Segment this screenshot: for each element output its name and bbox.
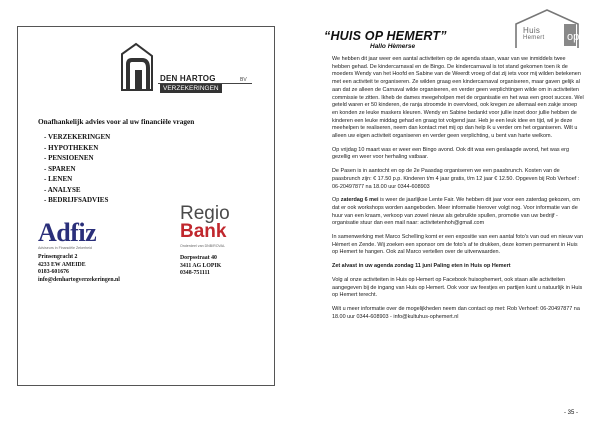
company-name: DEN HARTOG [160, 74, 216, 83]
den-hartog-house-logo-icon [118, 42, 156, 92]
address-line: 3411 AG LOPIK [180, 262, 222, 269]
page-number: - 35 - [564, 410, 579, 416]
logo-line2: Hemert [523, 34, 545, 41]
address-line: 0348-751111 [180, 270, 210, 277]
article-title: “HUIS OP HEMERT” [324, 29, 447, 43]
address-line: 0183-601676 [38, 269, 69, 276]
regio-tagline: Onderdeel van DNB/ROVAL [180, 244, 226, 248]
address-line: Dorpsstraat 40 [180, 255, 217, 261]
paragraph: In samenwerking met Marco Schelling komt er een expositie van een aantal foto's van oud en nieuw van Hèmert en Zende. Wij zoeken een sponsor om de foto's af te drukken, deze komen permanent in Huis op Hemert te hangen. Ook zal Marco vertellen over de uitverwaarden. [332, 234, 584, 256]
service-item: - ANALYSE [44, 185, 81, 194]
paragraph: Op vrijdag 10 maart was er weer een Bingo avond. Ook dit was een geslaagde avond, het was erg gezellig en weer voor herhaling vatbaar. [332, 146, 569, 161]
services-list [44, 132, 110, 206]
logo-line1: Huis [523, 26, 541, 35]
paragraph [332, 197, 584, 228]
address-email: info@denhartogverzekeringen.nl [38, 276, 120, 283]
adfiz-tagline: Adviseurs in Financiële Zekerheid [38, 246, 92, 250]
service-item: - PENSIOENEN [44, 154, 94, 162]
paragraph: We hebben dit jaar weer een aantal activiteiten op de agenda staan, waar van we inmiddels twee hebben gehad. De kindercarnaval en de Bingo. De kindercarnaval is tot stand gekomen toen ik de moeders Wendy van het Hoofd en Sabine van de Weerdt vroeg of dat zij iets voor mij wilden betekenen met een activiteit te organiseren. Ze wilden graag een kindercarnaval organiseren, maar gaven gelijk al aan dat ze alleen de Carnaval wilde organiseren, en verder geen verplichtingen wilde om in activiteiten commissie te zitten. Ikheb de dames meegeholpen met de organisatie en het was een groot succes. Wel geteld waren er 50 kinderen, de ranja stroomde in overvloed, ook kregen ze allemaal een zakje snoep en konden ze leuke maskers kleuren. Wendy en Sabine bedankt voor jullie inzet door jullie hebben de kinderen een leuke middag gehad en graag tot volgend jaar. Heb je een leuk idee en tijd, wil je deze meehelpen te realiseren, neem dan kontact met mij op dan help ik u verder om het organiseren. Wilt u alleen uw eigen activiteit organiseren en verder geen verplichting, u bent van harte welkom. [332, 56, 584, 140]
service-item: - BEDRIJFSADVIES [44, 196, 109, 204]
adfiz-logo: Adfiz [38, 218, 97, 247]
paragraph-text: is weer de jaarlijkse Lente Fair. We hebben dit jaar voor een zaterdag gekozen, om dat er ook workshops worden aangeboden. Meer informatie hierover volgt nog. Voor informatie van de huur van een kraam, verkoop van zowel nieuw als gebruikte spullen, promotie van uw bedrijf - organisatie stuur dan een mail naar: activitetenhoh@gmail.com [332, 197, 580, 227]
paragraph-highlight: Zet alvast in uw agenda zondag 11 juni Paling eten in Huis op Hemert [332, 263, 511, 270]
company-subtitle: VERZEKERINGEN [160, 84, 222, 93]
paragraph: Wilt u meer informatie over de mogelijkheden neem dan contact op met: Rob Verhoef: 06-20497877 na 18.00 uur 0344-608903 - info@kultuhus-ophemert.nl [332, 305, 580, 320]
ad-intro-text: Onafhankelijk advies voor al uw financiële vragen [38, 117, 195, 126]
article-body [332, 56, 584, 327]
logo-suffix: op [567, 31, 580, 43]
adfiz-address [38, 254, 120, 284]
service-item: - VERZEKERINGEN [44, 133, 111, 141]
regio-address [180, 255, 221, 278]
huis-op-hemert-logo-text [523, 27, 544, 42]
company-suffix: BV [240, 77, 247, 83]
paragraph: Volg al onze activiteiten in Huis op Hemert op Facebook huisophemert, ook staan alle activiteiten aangegeven bij de ingang van Huis op Hemert. Ook voor uw feestjes en partijen kunt u natuurlijk in Huis op Hemert terecht. [332, 276, 583, 299]
address-line: 4233 EW AMEIDE [38, 261, 86, 268]
service-item: - HYPOTHEKEN [44, 143, 99, 152]
paragraph-text: Op [332, 197, 341, 204]
address-line: Prinsengracht 2 [38, 254, 78, 260]
regio-logo-line2: Bank [180, 221, 227, 242]
paragraph-bold-date: zaterdag 6 mei [340, 197, 379, 204]
regio-logo-line1: Regio [180, 203, 230, 224]
service-item: - SPAREN [44, 164, 76, 173]
service-item: - LENEN [44, 175, 73, 183]
paragraph: De Pasen is in aantocht en op de 2e Paasdag organiseren we een paasbrunch. Kosten van de paasbrunch zijn: € 17.50 p.p. Kinderen t/m 4 jaar gratis, t/m 12 jaar € 12.50. Opgeven bij Rob Verhoef : 06-20497877 na 18.00 uur 0344-608903 [332, 168, 580, 190]
article-subtitle: Hallo Hèmerse [370, 43, 416, 50]
